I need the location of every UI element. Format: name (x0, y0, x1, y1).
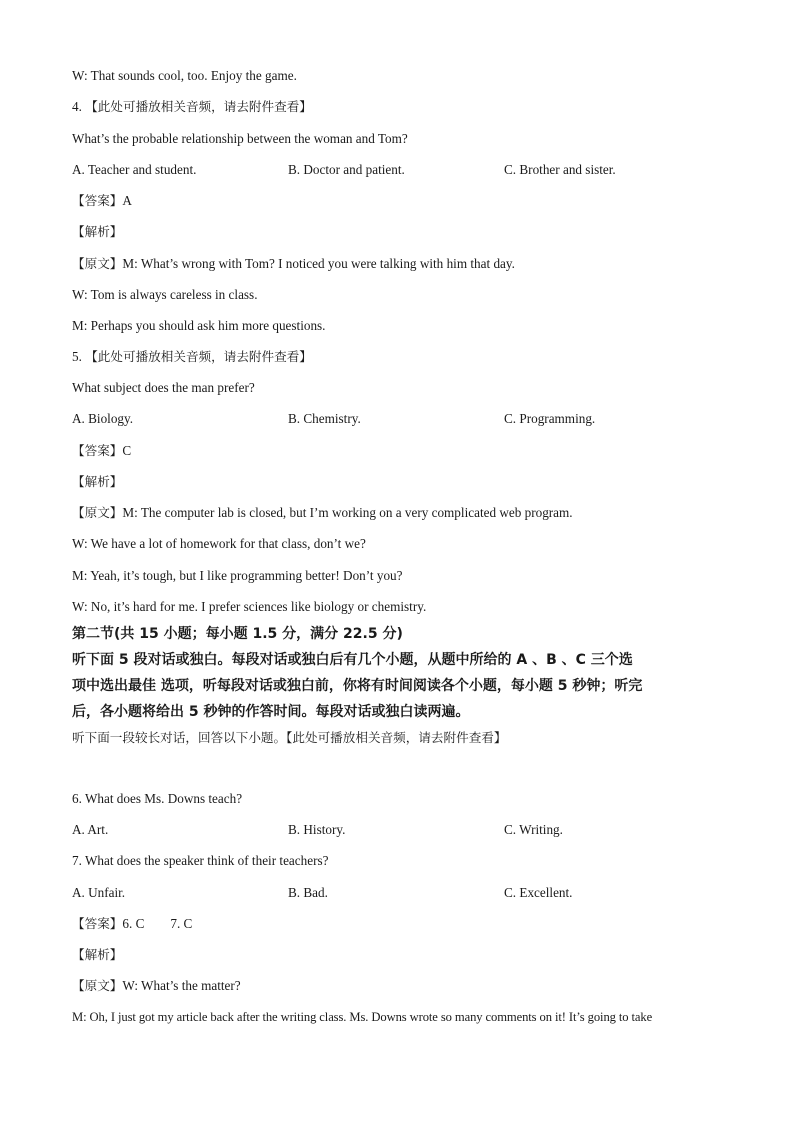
audio-link[interactable]: 【此处可播放相关音频，请去附件查看】 (85, 99, 312, 114)
option-a: A. Teacher and student. (72, 162, 197, 177)
question-5-text: What subject does the man prefer? (72, 380, 255, 395)
section-2-instruction: 后，各小题将给出 5 秒钟的作答时间。每段对话或独白读两遍。 (72, 704, 470, 720)
option-a: A. Unfair. (72, 885, 126, 900)
analysis-label: 【解析】 (72, 947, 123, 962)
transcript-line: M: Yeah, it’s tough, but I like programming better! Don’t you? (72, 568, 403, 583)
option-b: B. Chemistry. (288, 411, 361, 426)
answer-label: 【答案】 (72, 443, 123, 458)
dialogue-line: W: That sounds cool, too. Enjoy the game. (72, 68, 297, 83)
option-c: C. Writing. (504, 822, 563, 837)
question-7-text: 7. What does the speaker think of their teachers? (72, 853, 329, 868)
original-label: 【原文】 (72, 978, 123, 993)
answer-value: C (122, 443, 132, 458)
transcript-text: W: What’s the matter? (122, 978, 241, 993)
option-b: B. Doctor and patient. (288, 162, 405, 177)
analysis-label: 【解析】 (72, 224, 123, 239)
section-2-title: 第二节(共 15 小题；每小题 1.5 分，满分 22.5 分) (72, 626, 403, 642)
transcript-line: W: No, it’s hard for me. I prefer sciences like biology or chemistry. (72, 599, 427, 614)
question-5-answer (72, 442, 131, 460)
transcript-line (72, 504, 573, 522)
section-2-instruction: 听下面 5 段对话或独白。每段对话或独白后有几个小题，从题中所给的 A 、B 、C 三个选 (72, 652, 633, 668)
transcript-line: M: Oh, I just got my article back after the writing class. Ms. Downs wrote so many comments on it! It’s going to take (72, 1010, 653, 1024)
answer-value: 6. C (122, 916, 145, 931)
question-6-text: 6. What does Ms. Downs teach? (72, 791, 243, 806)
transcript-text: M: What’s wrong with Tom? I noticed you were talking with him that day. (122, 256, 515, 271)
answer-label: 【答案】 (72, 916, 123, 931)
answer-value: 7. C (170, 916, 193, 931)
transcript-line: W: Tom is always careless in class. (72, 287, 258, 302)
question-5-heading (72, 348, 312, 366)
question-6-7-answer (72, 915, 192, 933)
transcript-line (72, 977, 241, 995)
option-a: A. Art. (72, 822, 109, 837)
option-b: B. Bad. (288, 885, 328, 900)
option-a: A. Biology. (72, 411, 134, 426)
listen-instruction[interactable]: 听下面一段较长对话，回答以下小题。【此处可播放相关音频，请去附件查看】 (72, 730, 507, 745)
transcript-line: M: Perhaps you should ask him more questions. (72, 318, 326, 333)
audio-link[interactable]: 【此处可播放相关音频，请去附件查看】 (85, 349, 312, 364)
original-label: 【原文】 (72, 256, 123, 271)
transcript-line (72, 255, 515, 273)
option-c: C. Brother and sister. (504, 162, 616, 177)
transcript-text: M: The computer lab is closed, but I’m working on a very complicated web program. (122, 505, 573, 520)
answer-label: 【答案】 (72, 193, 123, 208)
analysis-label: 【解析】 (72, 474, 123, 489)
transcript-line: W: We have a lot of homework for that class, don’t we? (72, 536, 366, 551)
question-number: 4. (72, 99, 82, 114)
section-2-instruction: 项中选出最佳 选项，听每段对话或独白前，你将有时间阅读各个小题，每小题 5 秒钟；听完 (72, 678, 643, 694)
question-number: 5. (72, 349, 82, 364)
question-4-answer (72, 192, 132, 210)
original-label: 【原文】 (72, 505, 123, 520)
question-4-text: What’s the probable relationship between the woman and Tom? (72, 131, 408, 146)
answer-value: A (122, 193, 132, 208)
option-b: B. History. (288, 822, 346, 837)
option-c: C. Programming. (504, 411, 596, 426)
question-4-heading (72, 98, 312, 116)
option-c: C. Excellent. (504, 885, 573, 900)
